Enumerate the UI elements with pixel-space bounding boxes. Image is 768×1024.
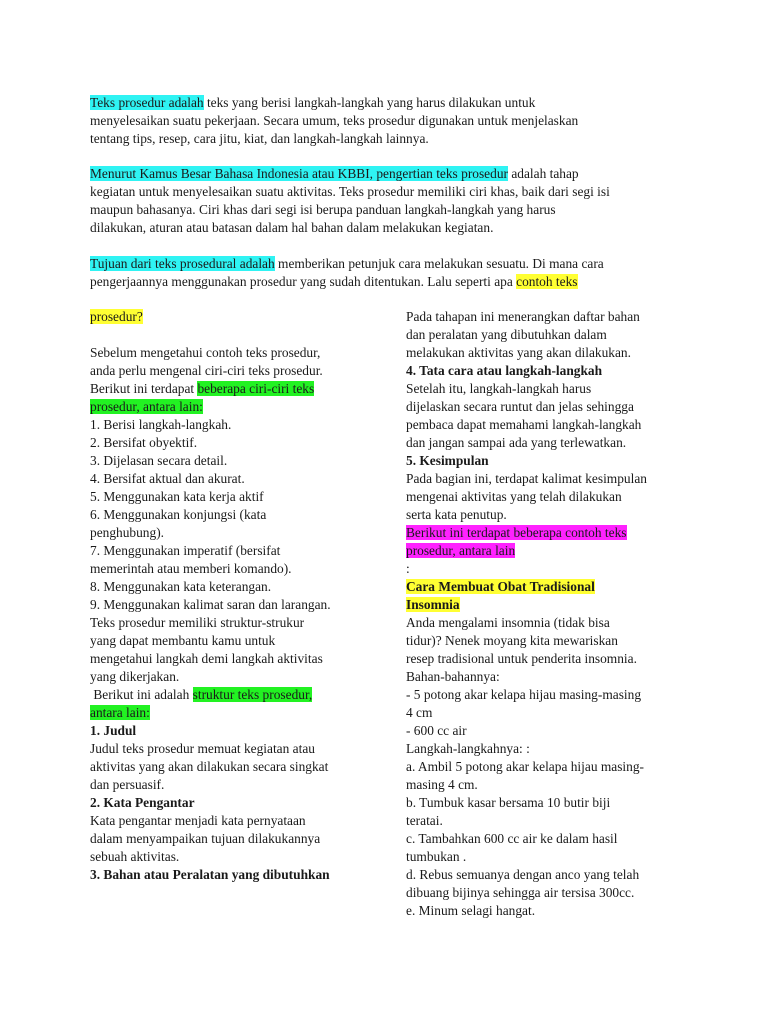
list-item: b. Tumbuk kasar bersama 10 butir biji (406, 795, 611, 810)
text-line: dan jangan sampai ada yang terlewatkan. (406, 435, 627, 450)
highlight-contoh: contoh teks (516, 274, 578, 289)
example-title-2: Insomnia (406, 597, 460, 612)
list-item: 8. Menggunakan kata keterangan. (90, 579, 272, 594)
list-item: 4 cm (406, 705, 433, 720)
highlight-struktur: struktur teks prosedur, (192, 687, 313, 702)
text-line: dijelaskan secara runtut dan jelas sehingga (406, 399, 634, 414)
list-item: 3. Dijelasan secara detail. (90, 453, 228, 468)
list-item: memerintah atau memberi komando). (90, 561, 292, 576)
text-line: mengenai aktivitas yang telah dilakukan (406, 489, 622, 504)
text-line: dilakukan, aturan atau batasan dalam hal bahan dalam melakukan kegiatan. (90, 220, 494, 235)
text-line: Pada tahapan ini menerangkan daftar bahan (406, 309, 640, 324)
example-title: Cara Membuat Obat Tradisional (406, 579, 595, 594)
list-item: 6. Menggunakan konjungsi (kata (90, 507, 267, 522)
list-item: 4. Bersifat aktual dan akurat. (90, 471, 245, 486)
text-line: yang dapat membantu kamu untuk (90, 633, 276, 648)
highlight-tujuan: Tujuan dari teks prosedural adalah (90, 256, 275, 271)
highlight-definition: Teks prosedur adalah (90, 95, 204, 110)
text-line: adalah tahap (507, 166, 579, 181)
text-line: dan peralatan yang dibutuhkan dalam (406, 327, 607, 342)
list-item: 5. Menggunakan kata kerja aktif (90, 489, 264, 504)
list-item: e. Minum selagi hangat. (406, 903, 536, 918)
text-line: Setelah itu, langkah-langkah harus (406, 381, 592, 396)
list-item: 7. Menggunakan imperatif (bersifat (90, 543, 281, 558)
text-line: Bahan-bahannya: (406, 669, 500, 684)
text-line: Kata pengantar menjadi kata pernyataan (90, 813, 306, 828)
text-line: memberikan petunjuk cara melakukan sesuatu. Di mana cara (274, 256, 604, 271)
highlight-contoh-teks-2: prosedur, antara lain (406, 543, 516, 558)
paragraph-definition (90, 94, 680, 148)
left-column (90, 308, 370, 884)
list-item: - 600 cc air (406, 723, 467, 738)
text-line: anda perlu mengenal ciri-ciri teks prosedur. (90, 363, 323, 378)
highlight-ciri: beberapa ciri-ciri teks (197, 381, 315, 396)
list-item: 9. Menggunakan kalimat saran dan larangan. (90, 597, 331, 612)
text-line: mengetahui langkah demi langkah aktivitas (90, 651, 323, 666)
highlight-ciri-2: prosedur, antara lain: (90, 399, 203, 414)
paragraph-tujuan (90, 255, 680, 291)
list-item: dibuang bijinya sehingga air tersisa 300cc. (406, 885, 635, 900)
text-line: Judul teks prosedur memuat kegiatan atau (90, 741, 315, 756)
text-line: sebuah aktivitas. (90, 849, 180, 864)
list-item: - 5 potong akar kelapa hijau masing-masing (406, 687, 642, 702)
text-line: yang dikerjakan. (90, 669, 180, 684)
text-line: serta kata penutup. (406, 507, 507, 522)
heading-tata-cara: 4. Tata cara atau langkah-langkah (406, 363, 603, 378)
text-line: teks yang berisi langkah-langkah yang harus dilakukan untuk (203, 95, 536, 110)
heading-judul: 1. Judul (90, 723, 137, 738)
highlight-struktur-2: antara lain: (90, 705, 150, 720)
list-item: 2. Bersifat obyektif. (90, 435, 198, 450)
text-line: Berikut ini terdapat (90, 381, 198, 396)
highlight-contoh-teks: Berikut ini terdapat beberapa contoh teks (406, 525, 627, 540)
text-line: tentang tips, resep, cara jitu, kiat, dan langkah-langkah lainnya. (90, 131, 429, 146)
text-line: maupun bahasanya. Ciri khas dari segi isi berupa panduan langkah-langkah yang harus (90, 202, 556, 217)
right-column (406, 308, 686, 920)
paragraph-kbbi (90, 165, 680, 237)
list-item: teratai. (406, 813, 443, 828)
text-line: Teks prosedur memiliki struktur-strukur (90, 615, 305, 630)
text-line: resep tradisional untuk penderita insomnia. (406, 651, 637, 666)
list-item: 1. Berisi langkah-langkah. (90, 417, 232, 432)
text-line: Anda mengalami insomnia (tidak bisa (406, 615, 610, 630)
heading-bahan: 3. Bahan atau Peralatan yang dibutuhkan (90, 867, 330, 882)
highlight-kbbi: Menurut Kamus Besar Bahasa Indonesia atau KBBI, pengertian teks prosedur (90, 166, 508, 181)
text-line: Sebelum mengetahui contoh teks prosedur, (90, 345, 321, 360)
text-line: kegiatan untuk menyelesaikan suatu aktivitas. Teks prosedur memiliki ciri khas, baik dari segi isi (90, 184, 610, 199)
highlight-prosedur: prosedur? (90, 309, 143, 324)
list-item: d. Rebus semuanya dengan anco yang telah (406, 867, 640, 882)
text-line: : (406, 561, 410, 576)
text-line: Pada bagian ini, terdapat kalimat kesimpulan (406, 471, 647, 486)
list-item: masing 4 cm. (406, 777, 478, 792)
text-line: menyelesaikan suatu pekerjaan. Secara umum, teks prosedur digunakan untuk menjelaskan (90, 113, 579, 128)
text-line: Berikut ini adalah (90, 687, 193, 702)
list-item: tumbukan . (406, 849, 467, 864)
text-line: dan persuasif. (90, 777, 165, 792)
text-line: aktivitas yang akan dilakukan secara singkat (90, 759, 329, 774)
text-line: melakukan aktivitas yang akan dilakukan. (406, 345, 631, 360)
text-line: pengerjaannya menggunakan prosedur yang sudah ditentukan. Lalu seperti apa (90, 274, 517, 289)
text-line: pembaca dapat memahami langkah-langkah (406, 417, 642, 432)
text-line: Langkah-langkahnya: : (406, 741, 530, 756)
text-line: dalam menyampaikan tujuan dilakukannya (90, 831, 321, 846)
heading-kata-pengantar: 2. Kata Pengantar (90, 795, 195, 810)
text-line: tidur)? Nenek moyang kita mewariskan (406, 633, 618, 648)
list-item: penghubung). (90, 525, 165, 540)
heading-kesimpulan: 5. Kesimpulan (406, 453, 489, 468)
list-item: a. Ambil 5 potong akar kelapa hijau masing- (406, 759, 644, 774)
list-item: c. Tambahkan 600 cc air ke dalam hasil (406, 831, 618, 846)
